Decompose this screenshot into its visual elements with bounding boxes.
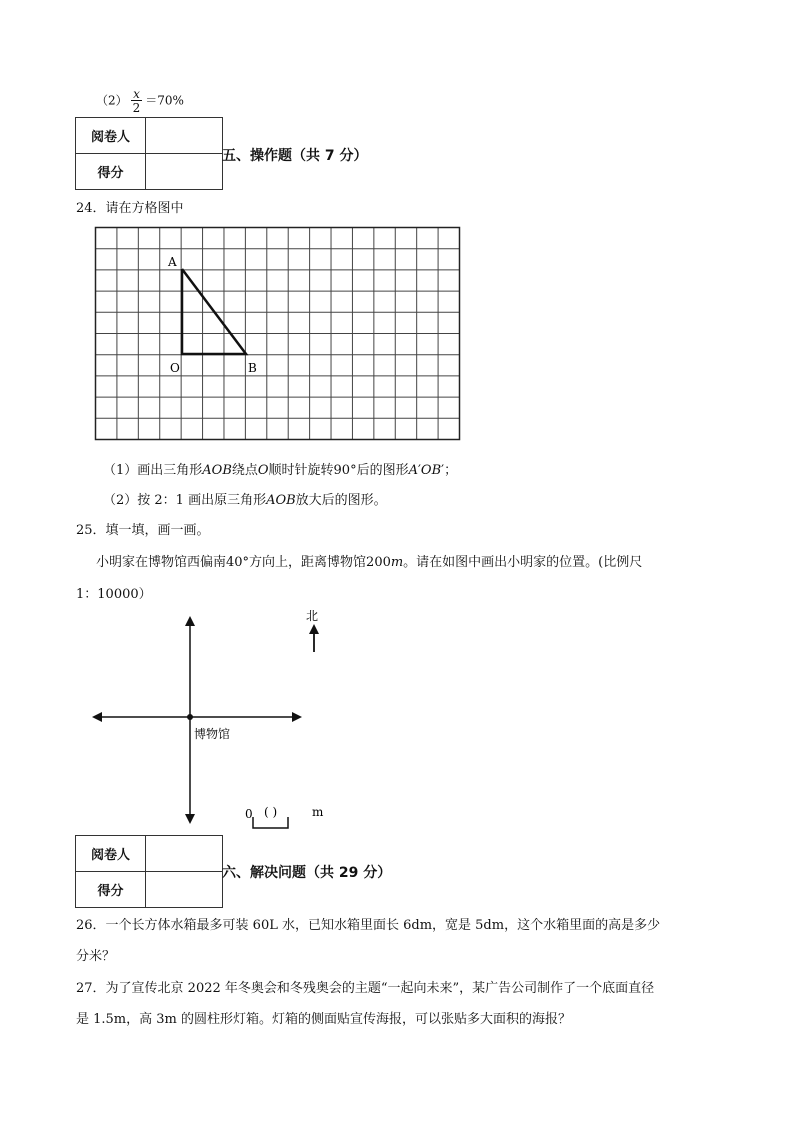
point-o-label: O (170, 361, 180, 375)
scale-unit: m (312, 805, 324, 819)
point-b-label: B (248, 361, 257, 375)
equation-prefix: （2） (96, 93, 128, 108)
section6-title: 六、解决问题（共 29 分） (222, 865, 392, 881)
scale-zero-label: 0 (245, 807, 253, 821)
section5-title: 五、操作题（共 7 分） (222, 148, 368, 164)
q27-line2: 是 1.5m，高 3m 的圆柱形灯箱。灯箱的侧面贴宣传海报，可以张贴多大面积的海报？ (76, 1012, 571, 1027)
fraction (131, 88, 143, 114)
grid-figure (94, 226, 462, 442)
triangle-aob (182, 269, 246, 354)
score-table-2 (75, 835, 223, 908)
q25-title: 25．填一填，画一画。 (76, 523, 210, 538)
score-cell[interactable] (146, 154, 223, 190)
score-table-1 (75, 117, 223, 190)
north-label: 北 (306, 609, 319, 623)
equation-rhs: ＝70% (145, 93, 184, 108)
grid-lines (96, 228, 460, 440)
fraction-denominator: 2 (132, 101, 141, 115)
score-label: 得分 (76, 154, 146, 190)
q24-sub1: （1）画出三角形𝐴𝑂𝐵绕点𝑂顺时针旋转90°后的图形𝐴′𝑂𝐵′； (103, 463, 458, 478)
museum-label: 博物馆 (194, 727, 231, 741)
museum-point (187, 714, 193, 720)
fraction-numerator: x (133, 87, 140, 101)
score-cell[interactable] (146, 872, 223, 908)
score-label: 得分 (76, 872, 146, 908)
q24-title: 24．请在方格图中 (76, 201, 184, 216)
reviewer-label: 阅卷人 (76, 836, 146, 872)
point-a-label: A (168, 255, 177, 269)
q26-line2: 分米？ (76, 949, 116, 964)
reviewer-cell[interactable] (146, 836, 223, 872)
equation-2 (96, 88, 184, 114)
q25-line2: 1：10000） (76, 587, 152, 602)
scale-blank[interactable]: ( ) (264, 805, 278, 819)
q25-line1: 小明家在博物馆西偏南40°方向上，距离博物馆200𝑚。请在如图中画出小明家的位置。(比例尺 (96, 555, 643, 570)
reviewer-label: 阅卷人 (76, 118, 146, 154)
q24-sub2: （2）按 2：1 画出原三角形𝐴𝑂𝐵放大后的图形。 (103, 493, 387, 508)
direction-figure (90, 604, 350, 834)
reviewer-cell[interactable] (146, 118, 223, 154)
q27-line1: 27．为了宣传北京 2022 年冬奥会和冬残奥会的主题“一起向未来”，某广告公司制作了一个底面直径 (76, 981, 655, 996)
q26-line1: 26．一个长方体水箱最多可装 60L 水，已知水箱里面长 6dm，宽是 5dm，这个水箱里面的高是多少 (76, 918, 661, 933)
